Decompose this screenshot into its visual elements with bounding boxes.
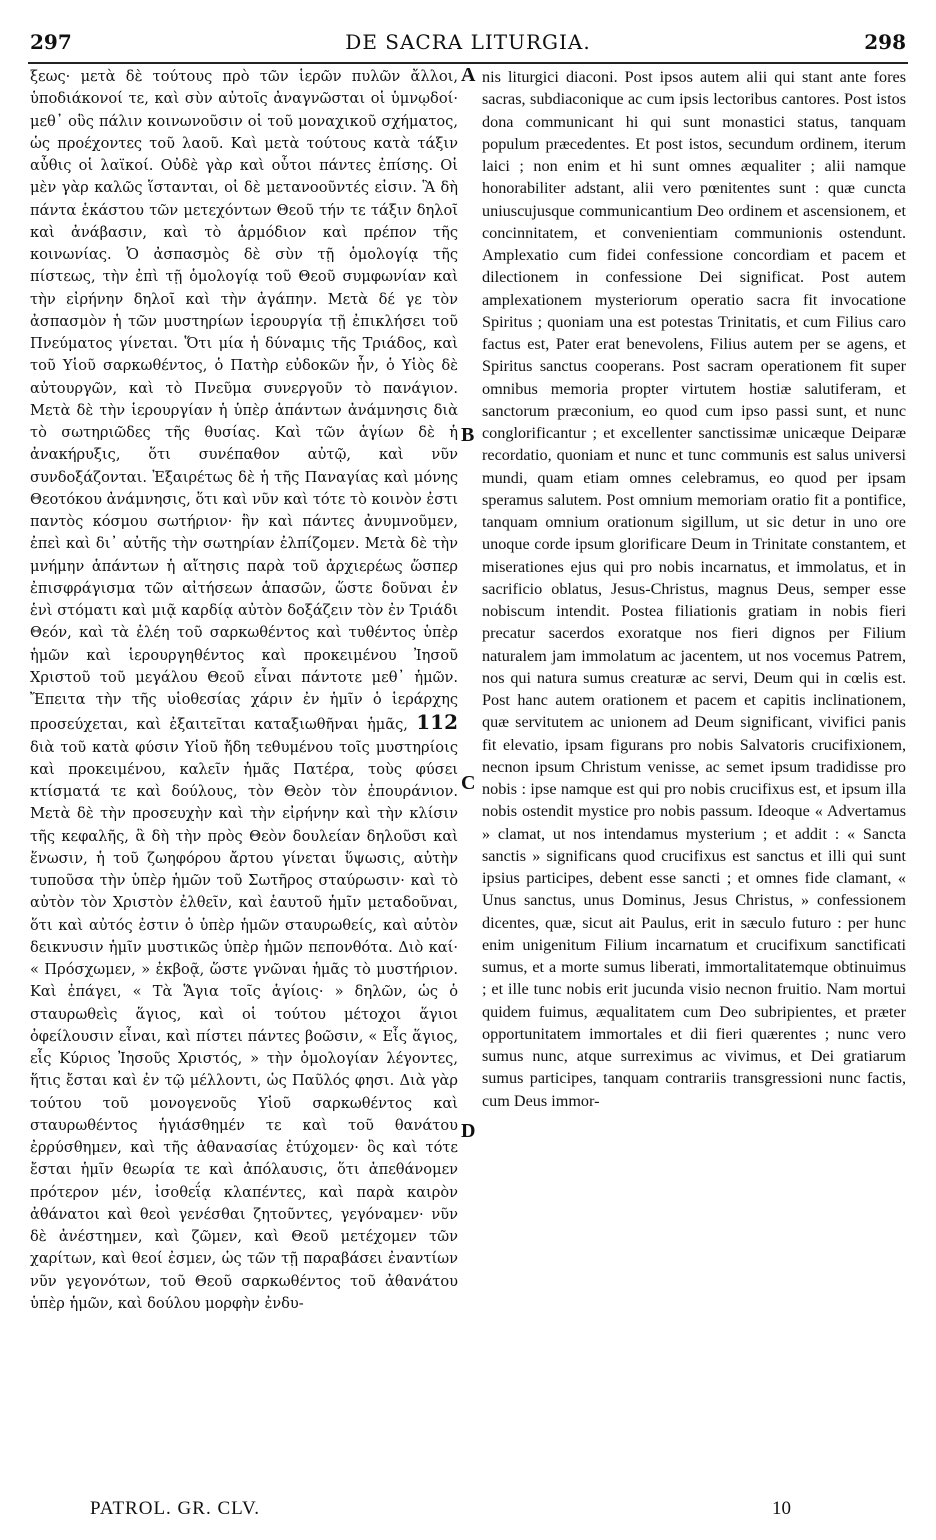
latin-text: nis liturgici diaconi. Post ipsos autem alii qui stant ante fores sacras, subdiaconique ac cum ipsis lectoribus cantores. Post istos dona communicant hi qui sunt monastici status, tanquam populum præcedentes. Et post istos, secundum ordinem, iterum laici ; non enim et hi sunt omnes æqualiter ; alii namque honorabiliter adstant, alii vero pœnitentes sunt : quæ cuncta uniuscujusque communicantium Deo ordinem et ascensionem, et concinnitatem, et convenientiam communionis ostendunt. Amplexatio cum fidei confessione concordiam et pacem et dilectionem in confessione Dei significat. Post autem amplexationem mysteriorum operatio sacra fit invocatione Spiritus ; quoniam una est potestas Trinitatis, et cum Filius caro factus est, Pater erat benevolens, Filius autem per se agens, et Spiritus sanctus cooperans. Post sacram operationem fit super omnibus memoria propter virtutem hostiæ salutiferam, et sanctorum præconium, eo quod cum ipso passi sunt, et nunc conglorificantur ; et excellenter sanctissimæ unicæque Deiparæ recordatio, quoniam et nunc et tunc communis est salus universi mundi, quam etiam omnes celebramus, eo quod per ipsam speramus salutem. Post omnium memoriam oratio fit a pontifice, tanquam omnium orationum sigillum, ut sic detur in uno ore unoque corde ipsum glorificare Deum in Trinitate constantem, et miserationes ejus qui pro nobis incarnatus, et immolatus, et in sacrificio oblatus, Jesus-Christus, magnus Deus, semper esse nobiscum intendit. Postea filiationis gratiam in nobis fieri precatur sacerdos exoratque nos fieri dignos per Filium naturalem jam immolatum ac jacentem, ut nos vocemus Patrem, nos qui natura sumus creaturæ ac servi, Deum qui in cœlis est. Post hanc autem orationem et pacem et capitis inclinationem, quæ servitutem ac unionem ad Deum significant, vivifici panis fit elevatio, ipsam figurans pro nobis Salvatoris crucifixionem, necnon ipsum Christum venisse, ac semet ipsum tradidisse pro nobis : ipse namque est qui pro nobis crucifixus est, et ipsum illa nobis ostendit mystice pro nobis passum. Ideoque « Advertamus » clamat, ut nos intendamus mysterium ; et addit : « Sancta sanctis » significans quod crucifixus est sanctus et illi qui sunt ipsius participes, debent esse sancti ; et omnes fide clamant, « Unus sanctus, unus Dominus, Jesus Christus, » confessionem dicentes, quæ, sicut ait Paulus, erit in sæculo futuro : per hunc enim unigenitum Filium incarnatum et crucifixum sanctificati sumus, et a morte sumus liberati, immortalitatemque obtinuimus ; et ille tunc nobis erit jucunda visio necnon fruitio. Nam mortui quidem fuimus, æqualitatem cum Deo subripientes, et præter opportunitatem immortales et dii fieri quærentes ; nunc vero sumus nunc, atque surreximus ac vivimus, et Dei gratiarum sumus participes, tanquam contrariis transgressioni nunc factis, cum Deus immor- [482,68,906,1110]
footer-sheet-number: 10 [772,1498,791,1519]
greek-text-part-1: ξεως· μετὰ δὲ τούτους πρὸ τῶν ἱερῶν πυλῶν ἄλλοι, ὑποδιάκονοί τε, καὶ σὺν αὐτοῖς ἀναγνῶσται οἱ ὑμνῳδοί· μεθ᾽ οὓς πάλιν κοινωνοῦσιν οἱ τοῦ μοναχικοῦ σχήματος, ὡς προέχοντες τοῦ λαοῦ. Καὶ μετὰ τούτους κατὰ τάξιν αὖθις οἱ λαϊκοί. Οὐδὲ γὰρ καὶ οὗτοι πάντες ἐπίσης. Οἱ μὲν γὰρ καλῶς ἵστανται, οἱ δὲ μετανοοῦντές εἰσιν. Ἃ δὴ πάντα ἑκάστου τῶν μετεχόντων Θεοῦ τήν τε τάξιν δηλοῖ καὶ ἀνάβασιν, καὶ τὸ ἁρμόδιον καὶ πρέπον τῆς κοινωνίας. Ὁ ἀσπασμὸς δὲ σὺν τῇ ὁμολογίᾳ τῆς πίστεως, τὴν ἐπὶ τῇ ὁμολογίᾳ τοῦ Θεοῦ συμφωνίαν καὶ τὴν εἰρήνην δηλοῖ καὶ τὴν ἀγάπην. Μετὰ δέ γε τὸν ἀσπασμὸν ἡ τῶν μυστηρίων ἱερουργία τῇ ἐπικλήσει τοῦ Πνεύματος γίνεται. Ὅτι μία ἡ δύναμις τῆς Τριάδος, καὶ τοῦ Υἱοῦ σαρκωθέντος, ὁ Πατὴρ εὐδοκῶν ἦν, ὁ Υἱὸς δὲ αὐτουργῶν, καὶ τὸ Πνεῦμα συνεργοῦν τὸ πανάγιον. Μετὰ δὲ τὴν ἱερουργίαν ἡ ὑπὲρ ἁπάντων ἀνάμνησις διὰ τὸ σωτηριῶδες τῆς θυσίας. Καὶ τῶν ἁγίων δὲ ἡ ἀνακήρυξις, ὅτι συνέπαθον αὐτῷ, καὶ νῦν συνδοξάζονται. Ἐξαιρέτως δὲ ἡ τῆς Παναγίας καὶ μόνης Θεοτόκου ἀνάμνησις, ὅτι καὶ νῦν καὶ τότε τὸ κοινὸν ἐστι παντὸς κόσμου σωτήριον· ἣν καὶ πάντες ἀνυμνοῦμεν, ἐπεὶ καὶ δι᾽ αὐτῆς τὴν σωτηρίαν ἐλπίζομεν. Μετὰ δὲ τὴν μνήμην ἁπάντων ἡ αἴτησις παρὰ τοῦ ἀρχιερέως ὥσπερ ἐπισφράγισμα τῶν αἰτήσεων ἁπασῶν, ὥστε δοῦναι ἐν ἑνὶ στόματι καὶ μιᾷ καρδίᾳ αὐτὸν δοξάζειν τὸν ἐν Τριάδι Θεόν, καὶ τὰ ἐλέη τοῦ σαρκωθέντος καὶ τυθέντος ὑπὲρ ἡμῶν καὶ ἱερουργηθέντος καὶ προκειμένου Ἰησοῦ Χριστοῦ τοῦ μεγάλου Θεοῦ εἶναι πάντοτε μεθ᾽ ἡμῶν. Ἔπειτα τὴν τῆς υἱοθεσίας χάριν ἐν ἡμῖν ὁ ἱεράρχης προσεύχεται, καὶ ἐξαιτεῖται καταξιωθῆναι ἡμᾶς, [30,68,458,734]
greek-text-part-2: διὰ τοῦ κατὰ φύσιν Υἱοῦ ἤδη τεθυμένου τοῖς μυστηρίοις καὶ προκειμένου, καλεῖν ἡμᾶς Πατέρα, τοὺς φύσει κτίσματά τε καὶ δούλους, τὸν Θεὸν τὸν ἐπουράνιον. Μετὰ δὲ τὴν προσευχὴν καὶ τὴν εἰρήνην καὶ τὴν κλίσιν τῆς κεφαλῆς, ἃ δὴ τὴν πρὸς Θεὸν δουλείαν δηλοῦσι καὶ ἕνωσιν, ἡ τοῦ ζωηφόρου ἄρτου γίνεται ὕψωσις, αὐτὴν τυποῦσα τὴν ὑπὲρ ἡμῶν τοῦ Σωτῆρος σταύρωσιν· καὶ τὸ αὐτὸν τὸν Χριστὸν ἐλθεῖν, καὶ ἑαυτοῦ ἡμῖν μεταδοῦναι, ὅτι καὶ αὐτός ἐστιν ὁ ὑπὲρ ἡμῶν σταυρωθείς, καὶ αὐτὸν δεικνυσιν ἡμῖν μυστικῶς ὑπὲρ ἡμῶν πεπονθότα. Διὸ καί· « Πρόσχωμεν, » ἐκβοᾷ, ὥστε γνῶναι ἡμᾶς τὸ μυστήριον. Καὶ ἐπάγει, « Τὰ Ἅγια τοῖς ἁγίοις· » δηλῶν, ὡς ὁ σταυρωθεὶς ἅγιος, καὶ οἱ τούτου μέτοχοι ἅγιοι ὀφείλουσιν εἶναι, καὶ πίστει πάντες βοῶσιν, « Εἷς ἅγιος, εἷς Κύριος Ἰησοῦς Χριστός, » τὴν ὁμολογίαν λέγοντες, ἥτις ἔσται καὶ ἐν τῷ μέλλοντι, ὡς Παῦλός φησι. Διὰ γὰρ τούτου τοῦ μονογενοῦς Υἱοῦ σαρκωθέντος καὶ σταυρωθέντος ἡγιάσθημέν τε καὶ τοῦ θανάτου ἐρρύσθημεν, καὶ τῆς ἀθανασίας ἐτύχομεν· ὃς καὶ τότε ἔσται ἡμῖν θεωρία τε καὶ ἀπόλαυσις, ὅτι ἀπεθάνομεν πρότερον μέν, ἰσοθεΐᾳ κλαπέντες, καὶ παρὰ καιρὸν ἀθάνατοι καὶ θεοὶ γενέσθαι ζητοῦντες, γεγόναμεν· νῦν δὲ ἀνέστημεν, καὶ ζῶμεν, καὶ Θεοῦ μετέχομεν τῶν χαρίτων, καὶ θεοί ἐσμεν, ὡς τῶν τῇ παραβάσει ἐναντίων νῦν γεγονότων, τοῦ Θεοῦ σαρκωθέντος τοῦ ἀθανάτου ὑπὲρ ἡμῶν, καὶ δούλου μορφὴν ἐνδυ- [30,738,458,1312]
section-marker-b: B [461,424,475,446]
column-number: 112 [416,710,458,735]
page-footer [30,1498,906,1528]
footer-signature: PATROL. GR. CLV. [90,1498,260,1519]
greek-column [30,66,458,1490]
running-title: DE SACRA LITURGIA. [345,30,591,54]
section-marker-c: C [461,772,476,794]
page-header [30,30,906,60]
section-marker-a: A [461,64,476,86]
greek-text [30,66,458,1315]
latin-column [482,66,906,1490]
page-number-left: 297 [30,30,72,54]
section-marker-d: D [461,1120,476,1142]
page-number-right: 298 [864,30,906,54]
